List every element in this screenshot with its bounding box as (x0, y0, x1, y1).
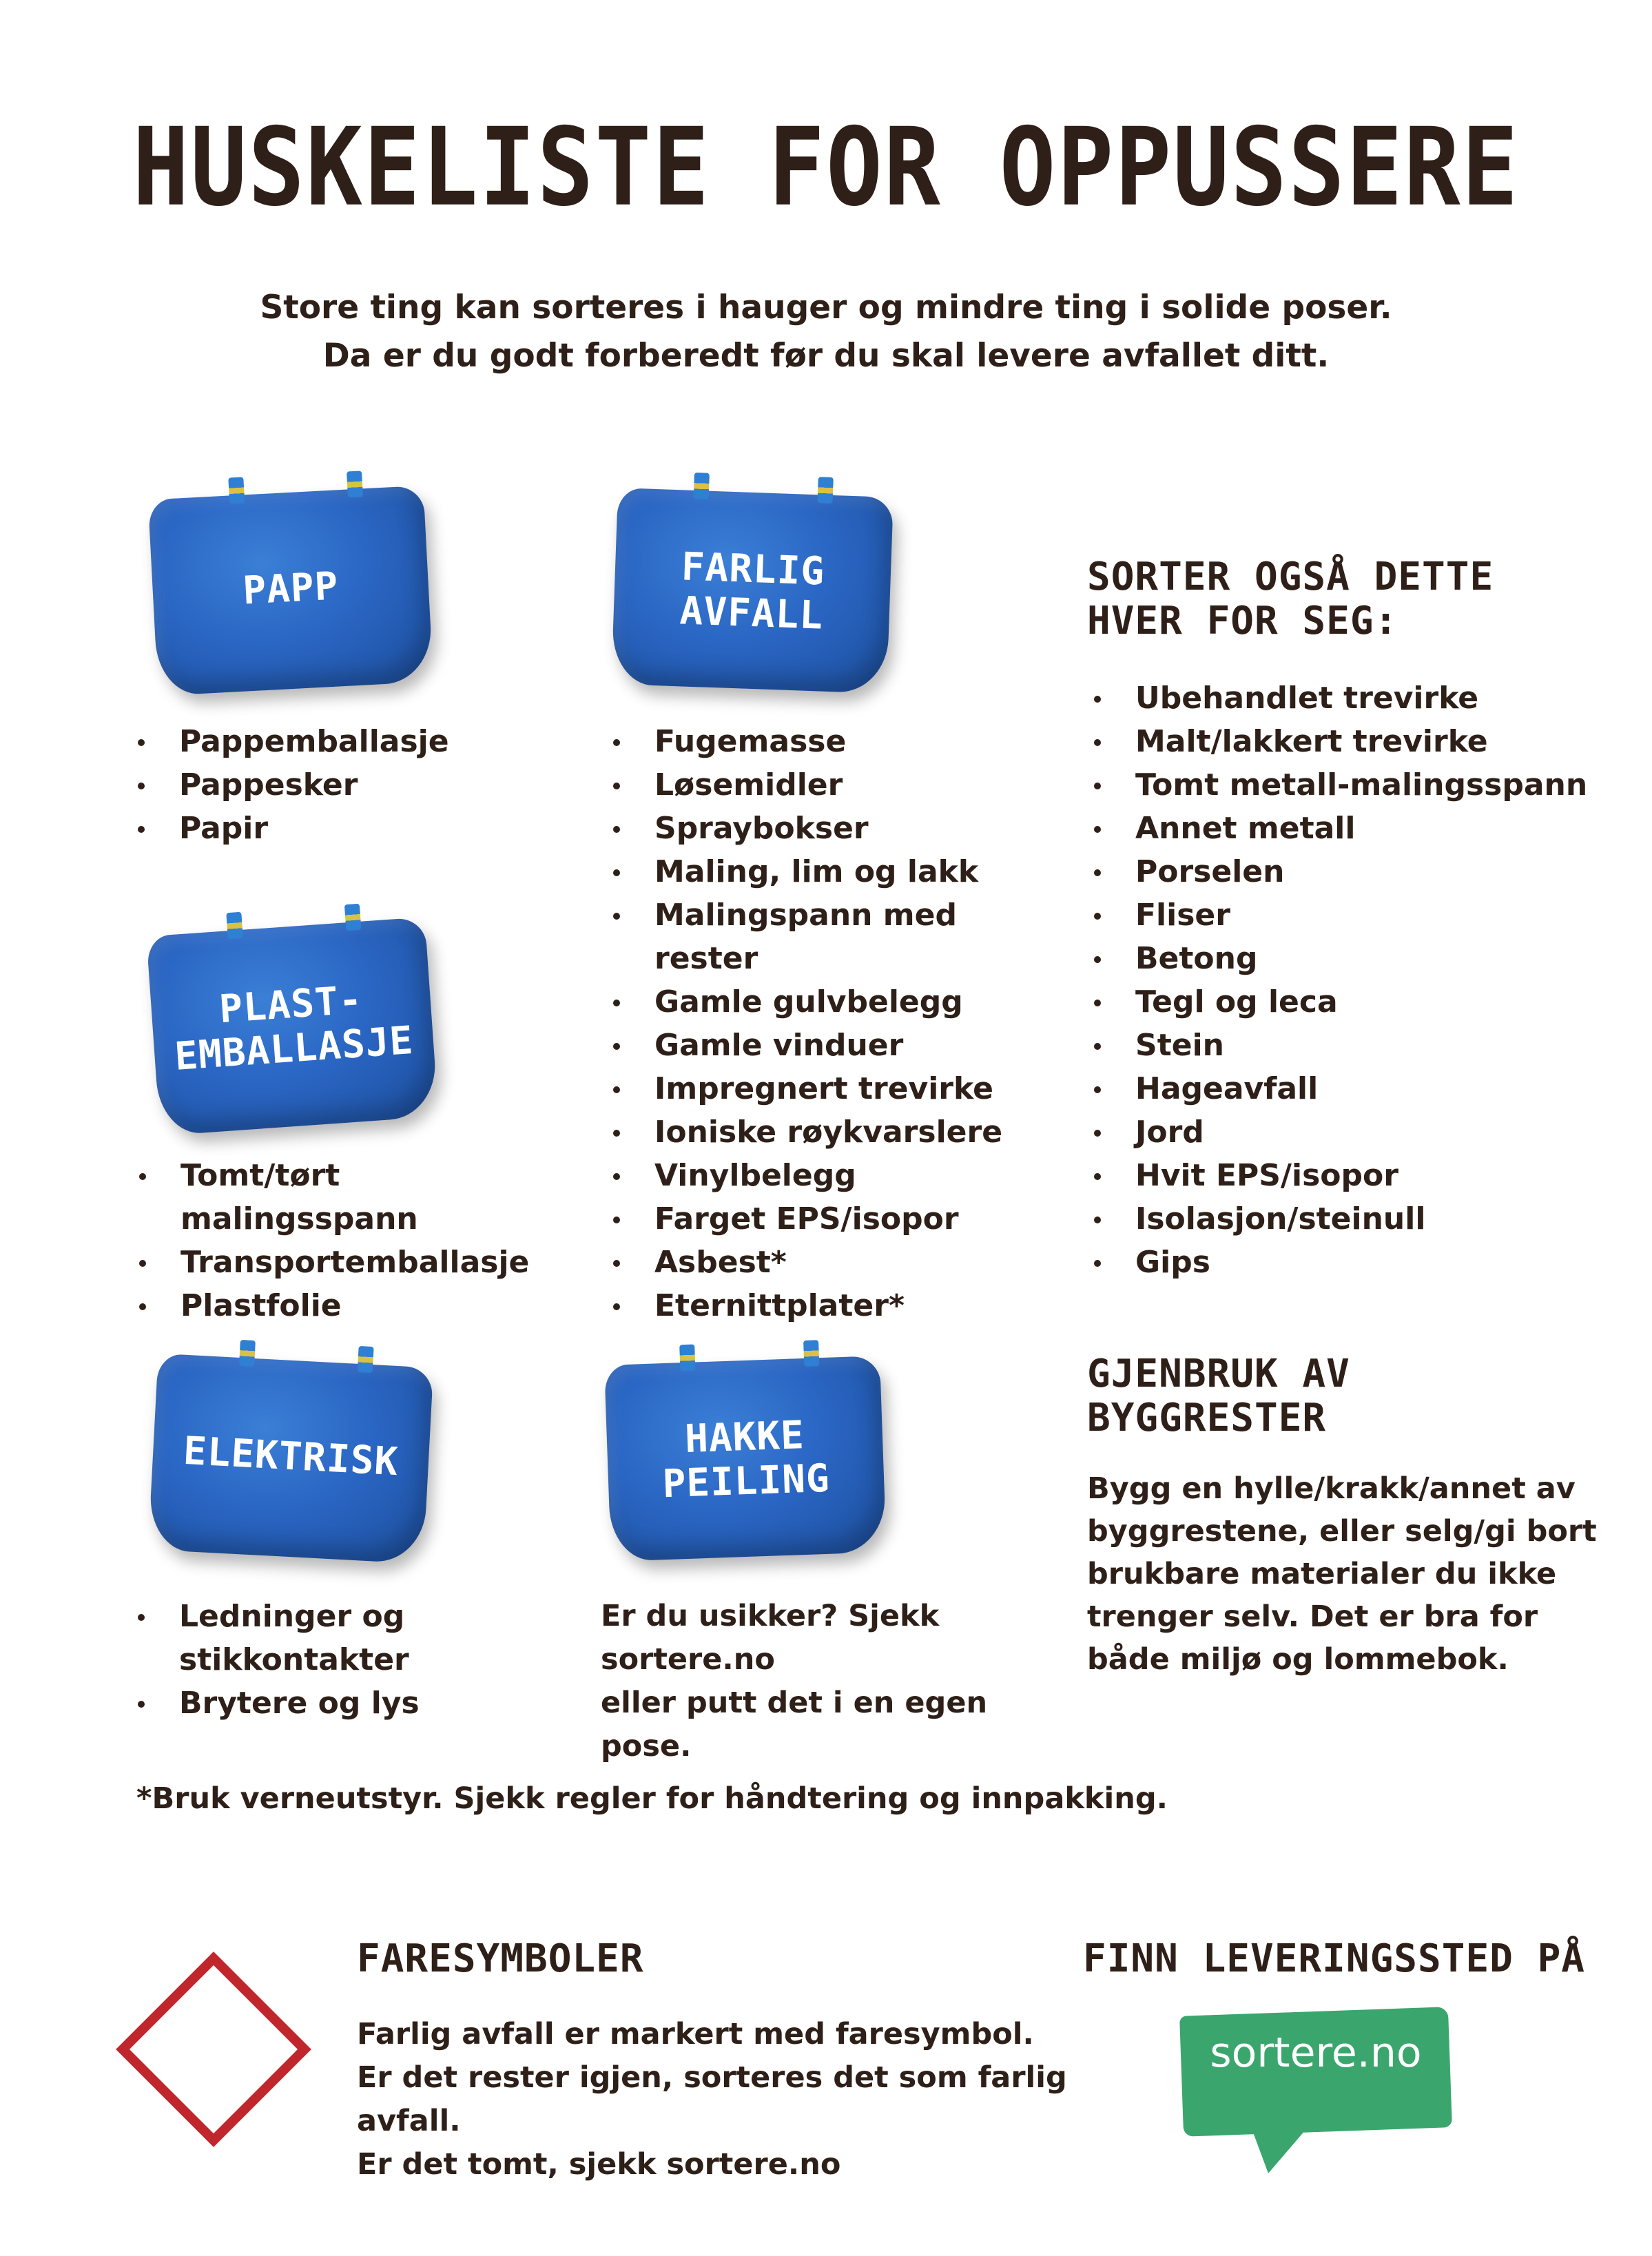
list-item: Jord (1087, 1110, 1631, 1154)
list-item: Løsemidler (606, 763, 1061, 807)
list-item: Pappesker (131, 763, 558, 807)
papp-bag-label: PAPP (241, 563, 340, 614)
bag-label-line: EMBALLASJE (173, 1017, 415, 1079)
gjenbruk-text (1087, 1467, 1631, 1681)
sorter-ogsa-list (1087, 676, 1631, 1284)
list-item: Tomt/tørt malingsspann (132, 1154, 573, 1241)
heading-line: SORTER OGSÅ DETTE (1087, 555, 1494, 599)
farlig-avfall-bag-label (613, 543, 891, 641)
hazard-diamond-icon (110, 1946, 317, 2153)
list-item: Impregnert trevirke (606, 1067, 1061, 1110)
list-item: Farget EPS/isopor (606, 1197, 1061, 1241)
list-item: Ubehandlet trevirke (1087, 676, 1631, 720)
hakke-peiling-bag-label (606, 1411, 885, 1509)
text-line: byggrestene, eller selg/gi bort (1087, 1514, 1597, 1549)
bag-label-line: AVFALL (679, 588, 825, 639)
farlig-avfall-list (606, 720, 1061, 1327)
list-item: Tegl og leca (1087, 980, 1631, 1024)
heading-line: HVER FOR SEG: (1087, 599, 1398, 643)
list-item: Stein (1087, 1024, 1631, 1067)
list-item: Transportemballasje (132, 1241, 573, 1284)
list-item: Gips (1087, 1241, 1631, 1284)
bag-handle (358, 1346, 374, 1373)
bag-handle (228, 477, 245, 504)
text-line: eller putt det i en egen pose. (601, 1686, 988, 1763)
text-line: brukbare materialer du ikke (1087, 1557, 1557, 1591)
list-item: Pappemballasje (131, 720, 558, 763)
list-item: Gamle vinduer (606, 1024, 1061, 1067)
text-line: Er du usikker? Sjekk sortere.no (601, 1599, 940, 1677)
bag-handle (679, 1344, 695, 1371)
bag-handle (239, 1340, 256, 1367)
bag-handle (817, 477, 833, 504)
bag-handle (226, 912, 243, 939)
list-item: Plastfolie (132, 1284, 573, 1327)
hakke-peiling-text (601, 1595, 1076, 1768)
sortere-logo-tail (1250, 2125, 1310, 2173)
list-item: Ledninger og stikkontakter (131, 1595, 586, 1681)
faresymboler-heading: FARESYMBOLER (357, 1936, 644, 1981)
text-line: Farlig avfall er markert med faresymbol. (357, 2017, 1034, 2051)
list-item: Porselen (1087, 850, 1631, 893)
intro-line-1: Store ting kan sorteres i hauger og mindre ting i solide poser. (260, 289, 1392, 327)
elektrisk-bag-image (148, 1354, 433, 1564)
list-item: Annet metall (1087, 807, 1631, 850)
list-item: Malt/lakkert trevirke (1087, 720, 1631, 763)
gjenbruk-heading (1087, 1352, 1624, 1440)
list-item: Isolasjon/steinull (1087, 1197, 1631, 1241)
list-item: Fugemasse (606, 720, 1061, 763)
list-item: Tomt metall-malingsspann (1087, 763, 1631, 807)
list-item: Papir (131, 807, 558, 850)
bag-handle (344, 904, 362, 931)
elektrisk-bag-label: ELEKTRISK (182, 1428, 400, 1485)
list-item: Malingspann med rester (606, 893, 1061, 980)
list-item: Ioniske røykvarslere (606, 1110, 1061, 1154)
plastemballasje-list (132, 1154, 573, 1327)
heading-line: BYGGRESTER (1087, 1396, 1327, 1440)
bag-handle (347, 470, 363, 497)
list-item: Spraybokser (606, 807, 1061, 850)
list-item: Asbest* (606, 1241, 1061, 1284)
intro-text (0, 284, 1652, 380)
footnote: *Bruk verneutstyr. Sjekk regler for håndtering og innpakking. (136, 1781, 1168, 1816)
bag-label-line: PLAST- (218, 977, 364, 1033)
text-line: Bygg en hylle/krakk/annet av (1087, 1471, 1576, 1506)
finn-leveringssted-heading: FINN LEVERINGSSTED PÅ (1083, 1936, 1586, 1981)
farlig-avfall-bag-image (611, 488, 894, 694)
text-line: trenger selv. Det er bra for (1087, 1600, 1538, 1634)
papp-list (131, 720, 558, 850)
faresymboler-text (357, 2013, 1115, 2186)
sortere-logo-text[interactable]: sortere.no (1210, 2029, 1422, 2077)
bag-handle (803, 1340, 819, 1367)
text-line: både miljø og lommebok. (1087, 1642, 1509, 1677)
bag-label-line: HAKKE (684, 1413, 805, 1462)
list-item: Vinylbelegg (606, 1154, 1061, 1197)
list-item: Maling, lim og lakk (606, 850, 1061, 893)
list-item: Eternittplater* (606, 1284, 1061, 1327)
list-item: Betong (1087, 937, 1631, 980)
list-item: Gamle gulvbelegg (606, 980, 1061, 1024)
list-item: Brytere og lys (131, 1681, 586, 1725)
text-line: Er det tomt, sjekk sortere.no (357, 2147, 841, 2182)
text-line: Er det rester igjen, sorteres det som farlig avfall. (357, 2060, 1067, 2138)
papp-bag-image (148, 486, 433, 696)
page-title: HUSKELISTE FOR OPPUSSERE (132, 105, 1520, 231)
bag-handle (694, 473, 710, 499)
bag-label-line: PEILING (661, 1456, 831, 1507)
plastemballasje-bag-image (146, 917, 438, 1136)
sorter-ogsa-heading (1087, 555, 1624, 643)
heading-line: GJENBRUK AV (1087, 1352, 1350, 1396)
intro-line-2: Da er du godt forberedt før du skal levere avfallet ditt. (322, 337, 1330, 375)
list-item: Hageavfall (1087, 1067, 1631, 1110)
list-item: Hvit EPS/isopor (1087, 1154, 1631, 1197)
list-item: Fliser (1087, 893, 1631, 937)
elektrisk-list (131, 1595, 586, 1725)
bag-label-line: FARLIG (680, 544, 826, 594)
hakke-peiling-bag-image (604, 1356, 887, 1562)
plastemballasje-bag-label (150, 973, 435, 1081)
